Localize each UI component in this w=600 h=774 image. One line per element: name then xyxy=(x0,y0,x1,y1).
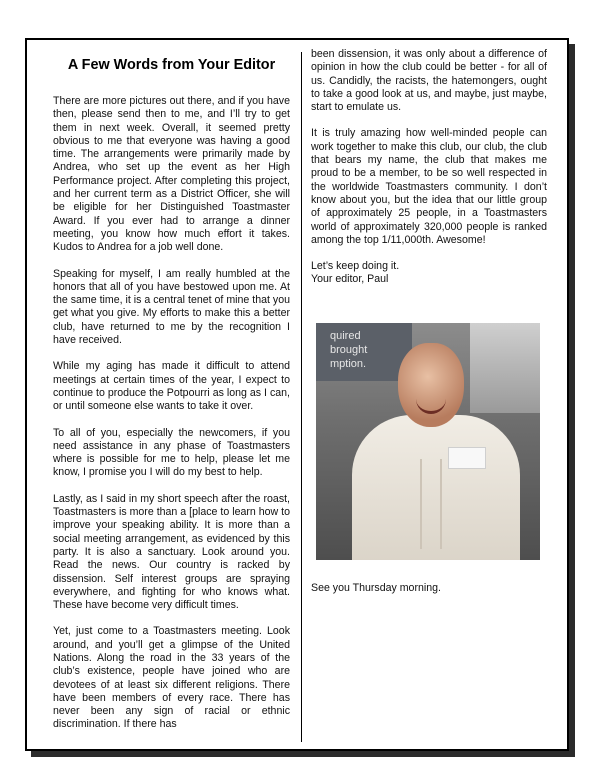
signoff-line-2: Your editor, Paul xyxy=(311,273,389,286)
paragraph-1: There are more pictures out there, and if you have then, please send then to me, and I’ll try to get them in next week. Overall, it seemed pretty obvious to me that everyone was having a good time. The arrangements were primarily made by Andrea, who set up the event as her High Performance project. After completing this project, and her current term as a District Officer, she will be eligible for her Distinguished Toastmaster Award. If you ever had to arrange a dinner meeting, you know how much effort it takes. Kudos to Andrea for a job well done. xyxy=(53,95,290,254)
left-column xyxy=(53,56,290,732)
paragraph-3: While my aging has made it difficult to attend meetings at certain times of the year, I expect to continue to produce the Potpourri as long as I can, or until someone else wants to take it over. xyxy=(53,360,290,413)
photo-name-tag xyxy=(448,447,486,469)
editor-photo xyxy=(316,323,540,560)
photo-shirt xyxy=(352,415,520,560)
paragraph-6: Yet, just come to a Toastmasters meeting. Look around, and you’ll get a glimpse of the United Nations. Along the road in the 33 years of the club’s existence, people have joined who are devotees of at least six different religions. There have been members of every race. There has never been any sign of racial or ethnic discrimination. If there has xyxy=(53,625,290,731)
paragraph-5: Lastly, as I said in my short speech after the roast, Toastmasters is more than a [place to learn how to improve your speaking ability. It is more than a social meeting arrangement, as evidenced by this party. It is also a sanctuary. Look around you. Read the news. Our country is racked by dissension. Self interest groups are spraying everywhere, and fighting for who knows what. These have become very difficult times. xyxy=(53,492,290,612)
page-shadow-bottom xyxy=(31,751,575,757)
right-column xyxy=(311,48,547,287)
paragraph-4: To all of you, especially the newcomers, if you need assistance in any phase of Toastmasters where is possible for me to help, please let me know, I promise you I will do my best to help. xyxy=(53,426,290,479)
photo-shirt-pleat xyxy=(420,459,422,549)
page-title: A Few Words from Your Editor xyxy=(67,57,276,73)
page-shadow-right xyxy=(569,44,575,757)
column-divider xyxy=(301,52,302,742)
photo-face xyxy=(398,343,464,427)
paragraph-2: Speaking for myself, I am really humbled at the honors that all of you have bestowed upon me. At the same time, it is a central tenet of mine that you get what you give. My efforts to make this a better club, have returned to me by the recognition I have received. xyxy=(53,267,290,347)
signoff-line-1: Let’s keep doing it. xyxy=(311,260,400,273)
paragraph-8: It is truly amazing how well-minded people can work together to make this club, our club, the club that bears my name, the club that makes me proud to be a member, to be so well respected in the worldwide Toastmasters community. I don’t know about you, but the idea that our little group of approximately 25 people, in a Toastmasters world of approximately 320,000 people is ranked among the top 1/11,000th. Awesome! xyxy=(311,127,547,246)
paragraph-7: been dissension, it was only about a difference of opinion in how the club could be better - for all of us. Candidly, the racists, the hatemongers, ought to take a good look at us, and maybe, just maybe, start to emulate us. xyxy=(311,48,547,114)
closing-line: See you Thursday morning. xyxy=(311,581,441,594)
photo-shirt-pleat xyxy=(440,459,442,549)
photo-background-light xyxy=(470,323,540,413)
photo-sign-text: quired brought mption. xyxy=(316,323,412,381)
